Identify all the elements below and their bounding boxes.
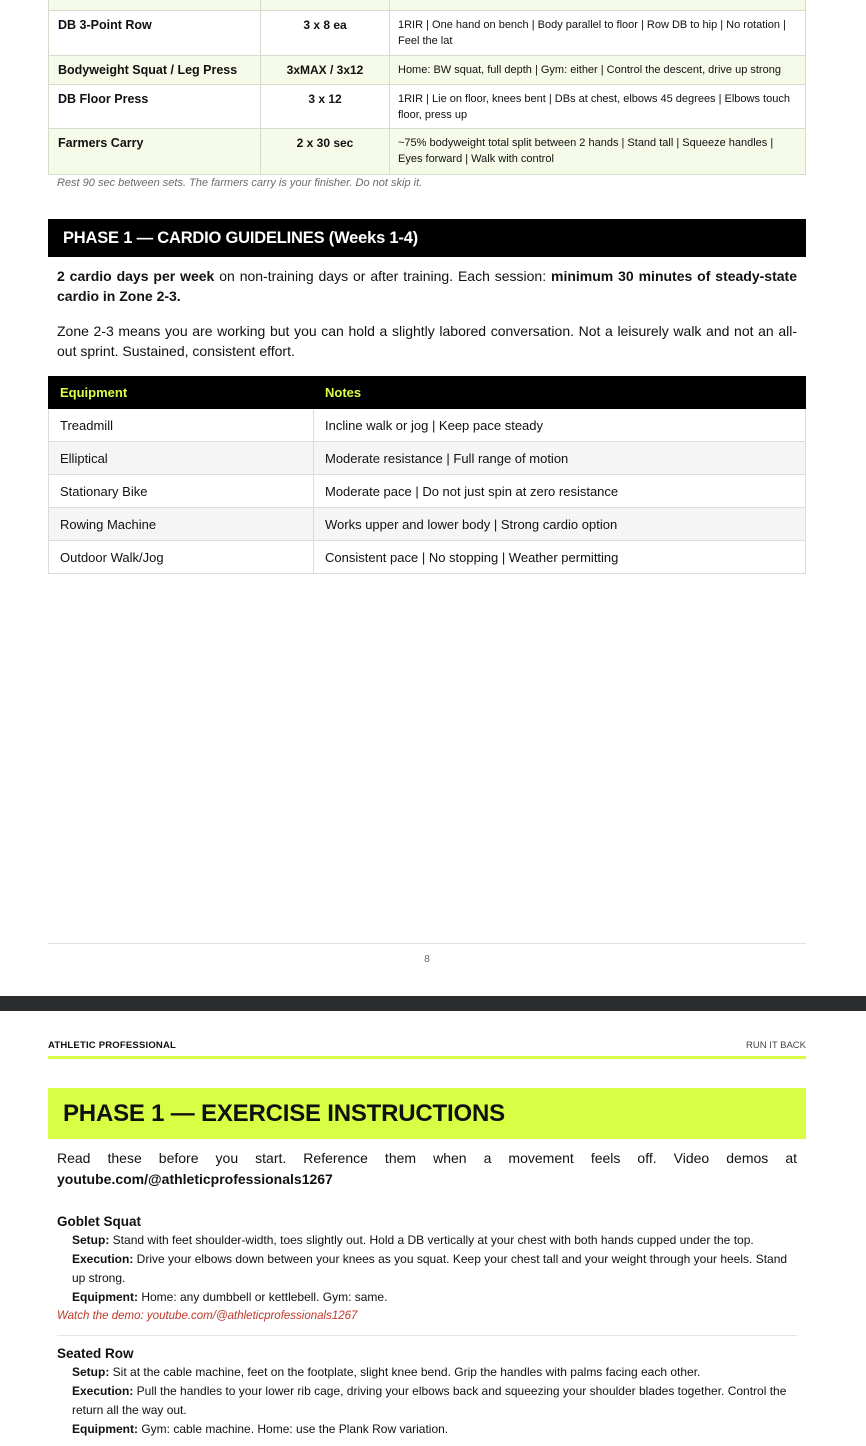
table-row: [49, 442, 806, 475]
exercise-execution: [57, 1382, 797, 1420]
setup-text: Sit at the cable machine, feet on the footplate, slight knee bend. Grip the handles with palms facing each other.: [109, 1365, 701, 1379]
exercise-divider: [57, 1335, 797, 1336]
exercise-title: Goblet Squat: [57, 1214, 141, 1229]
exercise-notes: 1RIR | One hand on bench | Body parallel to floor | Row DB to hip | No rotation | Feel the lat: [390, 11, 806, 56]
notes-cell: Moderate resistance | Full range of motion: [314, 442, 806, 475]
equipment-cell: Outdoor Walk/Jog: [49, 541, 314, 574]
exercise-sets: 3 x 12: [261, 85, 390, 129]
page-separator: [0, 996, 866, 1011]
document-page-9: [0, 1011, 866, 1446]
execution-text: Drive your elbows down between your knees as you squat. Keep your chest tall and your weight through your heels. Stand up strong.: [72, 1252, 788, 1285]
execution-text: Pull the handles to your lower rib cage, driving your elbows back and squeezing your shoulder blades together. Control the return all the way out.: [72, 1384, 787, 1417]
exercise-name: Farmers Carry: [49, 129, 261, 175]
footer-divider: [48, 943, 806, 944]
equipment-cell: Treadmill: [49, 409, 314, 442]
column-header-notes: Notes: [314, 377, 806, 409]
table-row: [49, 409, 806, 442]
column-header-equipment: Equipment: [49, 377, 314, 409]
table-row: [49, 11, 806, 56]
equipment-label: Equipment:: [72, 1422, 138, 1436]
table-row: [49, 0, 806, 11]
equipment-text: Home: any dumbbell or kettlebell. Gym: same.: [138, 1290, 388, 1304]
equipment-text: Gym: cable machine. Home: use the Plank Row variation.: [138, 1422, 449, 1436]
cardio-days-emphasis: 2 cardio days per week: [57, 268, 215, 284]
exercise-equipment: [57, 1420, 797, 1439]
exercise-name: DB 3-Point Row: [49, 11, 261, 56]
running-header-title: RUN IT BACK: [745, 1040, 806, 1051]
exercise-equipment: [57, 1288, 797, 1307]
setup-text: Stand with feet shoulder-width, toes slightly out. Hold a DB vertically at your chest with both hands cupped under the top.: [109, 1233, 754, 1247]
equipment-label: Equipment:: [72, 1290, 138, 1304]
exercise-execution: [57, 1250, 797, 1288]
cardio-text: on non-training days or after training. Each session:: [214, 268, 552, 284]
exercise-seated-row: [57, 1345, 797, 1439]
exercise-setup: [57, 1231, 797, 1250]
table-row: [49, 508, 806, 541]
execution-label: Execution:: [72, 1384, 134, 1398]
table-header-row: [49, 377, 806, 409]
cardio-duration-emphasis: minimum 30 minutes of steady-state cardio in Zone 2-3.: [57, 268, 797, 304]
setup-label: Setup:: [72, 1365, 110, 1379]
table-row: [49, 129, 806, 175]
equipment-cell: Elliptical: [49, 442, 314, 475]
exercise-title: Seated Row: [57, 1346, 134, 1361]
instructions-intro: [57, 1148, 797, 1190]
exercise-goblet-squat: [57, 1213, 797, 1326]
exercise-sets: 3 x 8 ea: [261, 11, 390, 56]
exercise-name: DB Floor Press: [49, 85, 261, 129]
intro-text: Read these before you start. Reference them when a movement feels off. Video demos at: [57, 1150, 797, 1166]
cardio-frequency-paragraph: [57, 266, 797, 306]
cardio-section-heading: PHASE 1 — CARDIO GUIDELINES (Weeks 1-4): [48, 219, 806, 257]
exercise-setup: [57, 1363, 797, 1382]
exercise-notes: 1RIR | Lie on floor, knees bent | DBs at chest, elbows 45 degrees | Elbows touch floor, press up: [390, 85, 806, 129]
equipment-cell: Stationary Bike: [49, 475, 314, 508]
execution-label: Execution:: [72, 1252, 134, 1266]
page-number: 8: [424, 954, 430, 965]
rest-note: Rest 90 sec between sets. The farmers carry is your finisher. Do not skip it.: [57, 177, 423, 189]
table-row: [49, 85, 806, 129]
notes-cell: Moderate pace | Do not just spin at zero resistance: [314, 475, 806, 508]
notes-cell: Works upper and lower body | Strong cardio option: [314, 508, 806, 541]
exercise-name: Bodyweight Squat / Leg Press: [49, 56, 261, 85]
youtube-channel-link[interactable]: youtube.com/@athleticprofessionals1267: [57, 1171, 333, 1187]
running-header-brand: ATHLETIC PROFESSIONAL: [48, 1040, 177, 1051]
equipment-cell: Rowing Machine: [49, 508, 314, 541]
zone-explanation-paragraph: Zone 2-3 means you are working but you can hold a slightly labored conversation. Not a leisurely walk and not an all-out sprint. Sustained, consistent effort.: [57, 323, 797, 359]
setup-label: Setup:: [72, 1233, 110, 1247]
header-divider: [48, 1056, 806, 1059]
notes-cell: Consistent pace | No stopping | Weather permitting: [314, 541, 806, 574]
exercise-sets: 3xMAX / 3x12: [261, 56, 390, 85]
exercise-table: [48, 0, 806, 175]
cardio-equipment-table: [48, 376, 806, 574]
exercise-notes: Home: BW squat, full depth | Gym: either | Control the descent, drive up strong: [390, 56, 806, 85]
notes-cell: Incline walk or jog | Keep pace steady: [314, 409, 806, 442]
instructions-section-heading: PHASE 1 — EXERCISE INSTRUCTIONS: [48, 1088, 806, 1139]
table-row: [49, 56, 806, 85]
exercise-notes: ~75% bodyweight total split between 2 hands | Stand tall | Squeeze handles | Eyes forward | Walk with control: [390, 129, 806, 175]
demo-link[interactable]: Watch the demo: youtube.com/@athleticprofessionals1267: [57, 1310, 358, 1322]
table-row: [49, 475, 806, 508]
exercise-sets: 2 x 30 sec: [261, 129, 390, 175]
table-row: [49, 541, 806, 574]
